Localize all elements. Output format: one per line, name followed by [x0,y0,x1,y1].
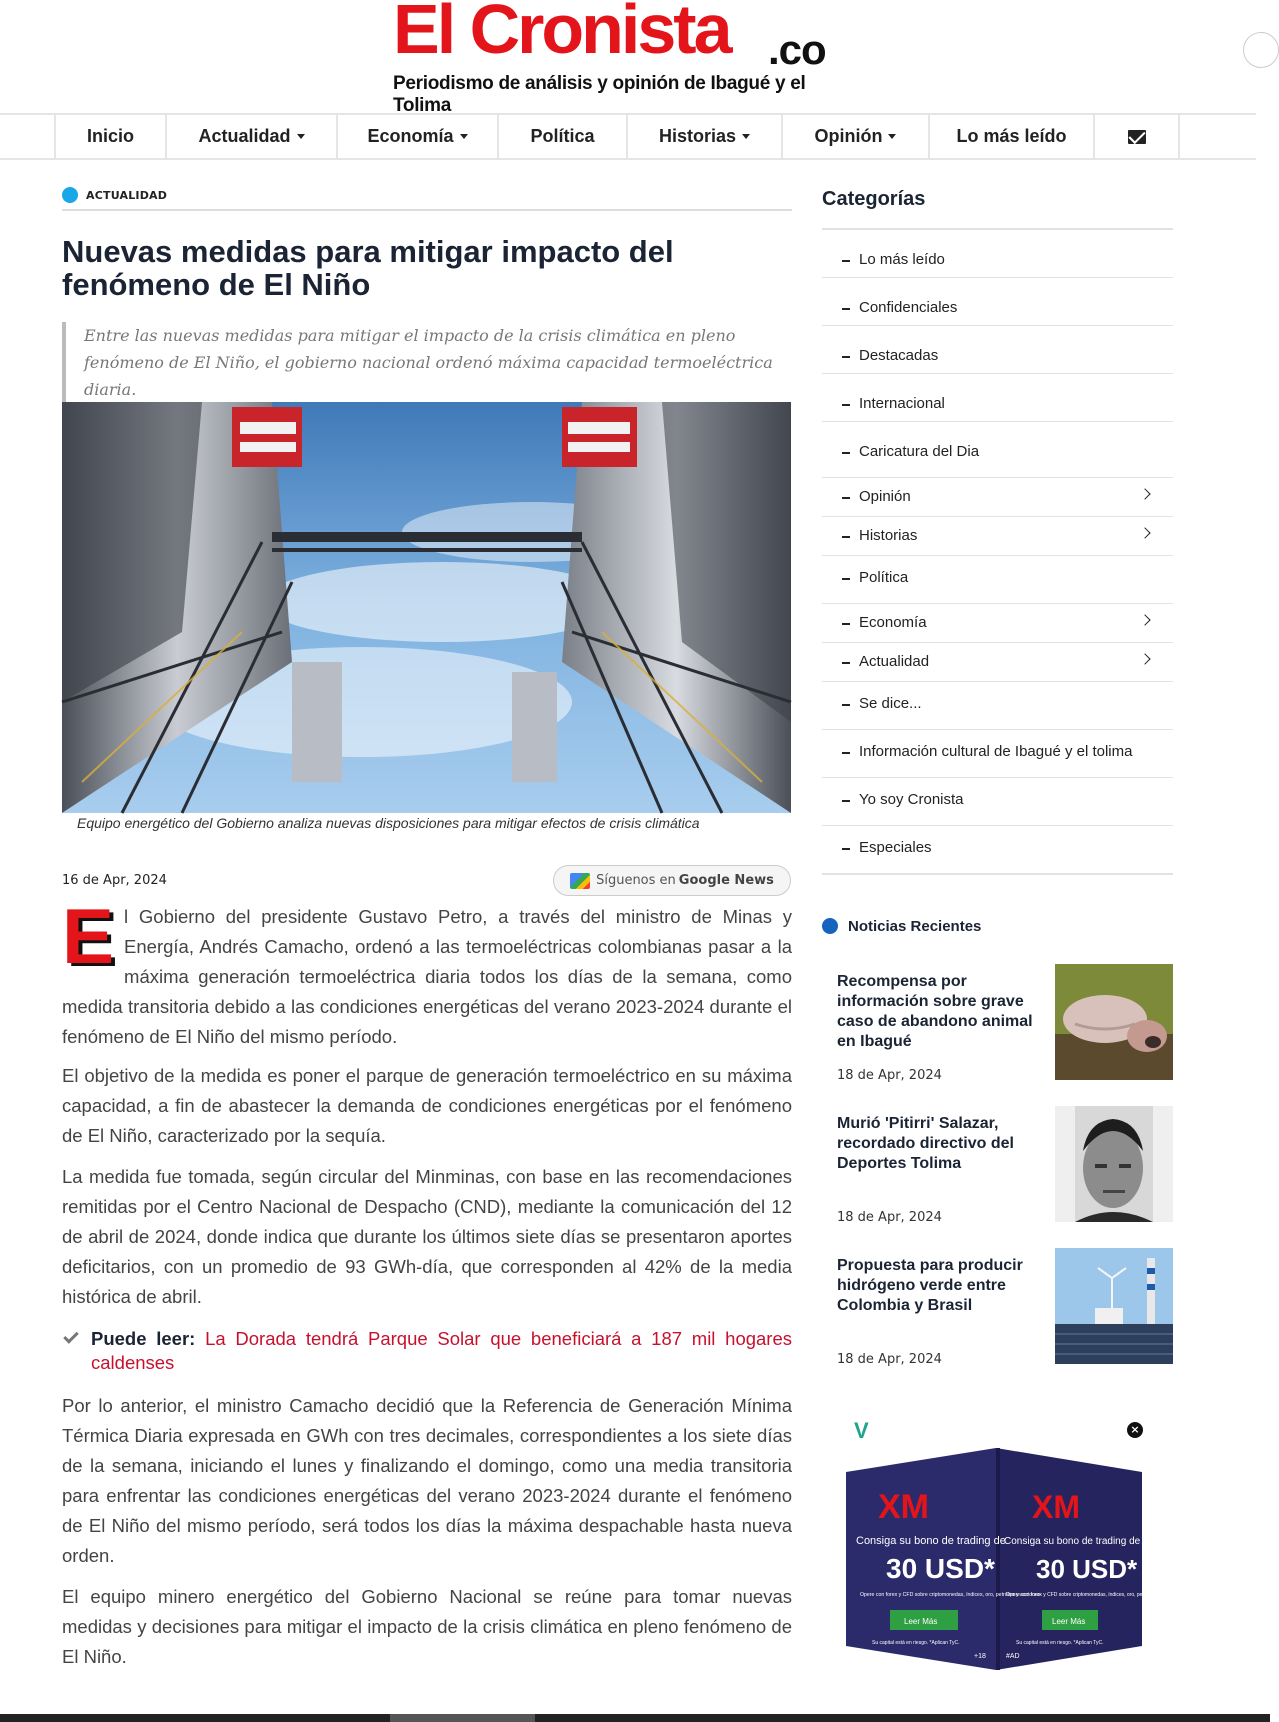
dash-icon [842,308,850,310]
dash-icon [842,704,850,706]
category-item[interactable] [822,230,1173,278]
caret-down-icon [888,134,896,139]
category-label: Información cultural de Ibagué y el tolima [859,743,1133,760]
recent-news-item[interactable] [837,1114,1173,1244]
gnews-brand: Google News [678,873,774,888]
article-paragraph-3: La medida fue tomada, según circular del Minminas, con base en las recomendaciones remitidas por el Centro Nacional de Despacho (CND), mediante la comunicación del 12 de abril de 2024, donde indica que durante los últimos siete días se presentaron aportes deficitarios, con un promedio de 93 GWh-día, que corresponden al 42% de la media histórica de abril. [62,1166,792,1307]
ad-right-age: +18 [1116,1653,1128,1660]
category-label: Actualidad [859,653,930,670]
category-item[interactable] [822,730,1173,778]
recent-news-item[interactable] [837,1256,1173,1386]
dash-icon [842,260,850,262]
category-item[interactable] [822,517,1173,556]
category-label: Política [859,569,909,586]
ad-left-age: +18 [974,1653,986,1660]
ad-right-headline: Consiga su bono de trading de [1004,1536,1141,1547]
category-item[interactable] [822,643,1173,682]
category-item[interactable] [822,422,1173,478]
nav-label: Actualidad [198,126,291,146]
caret-down-icon [742,134,750,139]
nav-label: Opinión [814,126,883,146]
logo-suffix: .co [768,26,826,73]
google-news-button[interactable] [553,865,791,896]
ad-left-logo: XM [878,1488,929,1526]
ad-right-tag: #AD [1006,1653,1020,1660]
category-item[interactable] [822,374,1173,422]
ad-left-headline: Consiga su bono de trading de [856,1535,1006,1547]
recent-news-headline[interactable]: Murió 'Pitirri' Salazar, recordado directivo del Deportes Tolima [837,1115,1014,1172]
dash-icon [842,578,850,580]
site-tagline: Periodismo de análisis y opinión de Ibagué y el Tolima [393,73,806,116]
article-title: Nuevas medidas para mitigar impacto del fenómeno de El Niño [62,234,674,302]
nav-item-opinion[interactable] [783,115,930,158]
ad-cube-graphic[interactable] [846,1448,1180,1670]
category-item[interactable] [822,682,1173,730]
category-label: Destacadas [859,347,939,364]
dash-icon [842,800,850,802]
section-label[interactable]: ACTUALIDAD [86,189,168,202]
chevron-right-icon[interactable] [1139,614,1150,625]
paragraph-text: l Gobierno del presidente Gustavo Petro, a través del ministro de Minas y Energía, Andrés Camacho, ordenó a las termoeléctricas colombianas pasar a la máxima generación termoeléctrica diaria todos los días de la semana, como medida transitoria debido a las condiciones energéticas del verano 2023-2024 durante el fenómeno de El Niño del mismo período. [62,906,792,1047]
gnews-prefix: Síguenos en [596,873,676,888]
category-item[interactable] [822,778,1173,826]
ad-left-small: Opere con forex y CFD sobre criptomonedas, índices, oro, petróleo y acciones [860,1592,1041,1598]
bottom-scrollbar[interactable] [0,1714,1270,1722]
caret-down-icon [297,134,305,139]
ad-left-foot: Su capital está en riesgo. *Aplican TyC. [872,1640,960,1646]
ad-left-tag: #AD [852,1653,866,1660]
photo-caption: Equipo energético del Gobierno analiza nuevas disposiciones para mitigar efectos de crisis climática [77,815,700,831]
nav-item-inicio[interactable] [54,115,167,158]
caret-down-icon [460,134,468,139]
dash-icon [842,404,850,406]
category-item[interactable] [822,604,1173,643]
category-label: Lo más leído [859,251,945,268]
envelope-icon [1128,130,1146,144]
hydrogen-thumbnail-image [1055,1248,1173,1364]
portrait-thumbnail-image [1055,1106,1173,1222]
ad-right-small: Opere con forex y CFD sobre criptomonedas, índices, oro, petróleo y acciones [1006,1592,1180,1598]
recent-news-thumbnail[interactable] [1055,1248,1173,1364]
categories-title: Categorías [822,188,926,210]
read-also-box [62,1327,792,1375]
category-label: Economía [859,614,927,631]
nav-label: Lo más leído [956,126,1067,146]
nav-item-contact[interactable] [1095,115,1180,158]
article-paragraph-2: El objetivo de la medida es poner el parque de generación termoeléctrico en su máxima capacidad, a fin de abastecer la demanda de condiciones energéticas por el fenómeno de El Niño, caracterizado por la sequía. [62,1065,792,1146]
dog-thumbnail-image [1055,964,1173,1080]
dash-icon [842,356,850,358]
category-label: Historias [859,527,918,544]
category-item[interactable] [822,326,1173,374]
recent-news-date: 18 de Apr, 2024 [837,1352,942,1367]
dash-icon [842,623,850,625]
recent-news-title: Noticias Recientes [848,918,982,935]
nav-item-lo-mas-leido[interactable] [930,115,1095,158]
chevron-right-icon[interactable] [1139,527,1150,538]
recent-news-headline[interactable]: Recompensa por información sobre grave caso de abandono animal en Ibagué [837,973,1033,1050]
dash-icon [842,452,850,454]
dash-icon [842,536,850,538]
category-item[interactable] [822,478,1173,517]
category-label: Yo soy Cronista [859,791,964,808]
ad-brand-mark: V [854,1418,869,1443]
nav-label: Política [530,126,595,146]
dropcap: E [62,892,115,980]
chevron-right-icon[interactable] [1139,653,1150,664]
recent-news-thumbnail[interactable] [1055,964,1173,1080]
ad-right-foot: Su capital está en riesgo. *Aplican TyC. [1016,1640,1104,1646]
dash-icon [842,848,850,850]
category-label: Opinión [859,488,911,505]
article-date: 16 de Apr, 2024 [62,873,167,888]
nav-item-politica[interactable] [499,115,628,158]
recent-news-thumbnail[interactable] [1055,1106,1173,1222]
check-icon [63,1328,79,1344]
category-label: Confidenciales [859,299,958,316]
ad-left-amount: 30 USD* [886,1553,995,1584]
read-also-link[interactable]: La Dorada tendrá Parque Solar que beneficiará a 187 mil hogares caldenses [91,1328,793,1373]
nav-item-actualidad[interactable] [167,115,338,158]
category-item[interactable] [822,278,1173,326]
nav-item-historias[interactable] [628,115,783,158]
section-dot-icon [62,187,78,203]
article-paragraph-5: El equipo minero energético del Gobierno Nacional se reúne para tomar nuevas medidas y decisiones para mitigar el impacto de la crisis climática en pleno fenómeno de El Niño. [62,1586,792,1667]
ad-left-cta: Leer Más [904,1617,938,1626]
nav-label: Economía [367,126,454,146]
category-label: Caricatura del Dia [859,443,980,460]
dash-icon [842,497,850,499]
xm-ad-banner[interactable] [840,1412,1180,1668]
article-lead: Entre las nuevas medidas para mitigar el impacto de la crisis climática en pleno fenómeno de El Niño, el gobierno nacional ordenó máxima capacidad termoeléctrica diaria. [62,322,792,403]
recent-news-date: 18 de Apr, 2024 [837,1068,942,1083]
chevron-right-icon[interactable] [1139,488,1150,499]
read-also-label: Puede leer: [91,1328,196,1349]
recent-dot-icon [822,918,838,934]
ad-right-logo: XM [1032,1489,1080,1525]
recent-news-item[interactable] [837,972,1173,1102]
article-paragraph-1 [62,892,792,1052]
dash-icon [842,662,850,664]
recent-news-headline[interactable]: Propuesta para producir hidrógeno verde entre Colombia y Brasil [837,1257,1023,1314]
dash-icon [842,752,850,754]
bottom-scrollbar-thumb[interactable] [390,1714,535,1722]
recent-news-date: 18 de Apr, 2024 [837,1210,942,1225]
section-breadcrumb [62,185,792,211]
site-logo[interactable] [393,0,853,116]
category-item[interactable] [822,826,1173,875]
nav-item-economia[interactable] [338,115,499,158]
main-nav [0,113,1256,160]
ad-right-amount: 30 USD* [1036,1554,1138,1584]
google-news-icon [570,873,590,889]
site-header [0,0,1270,116]
logo-wordmark: El Cronista [393,0,730,68]
category-label: Especiales [859,839,932,856]
article-photo [62,402,791,813]
power-plant-photo [62,402,791,813]
header-round-button[interactable] [1243,32,1279,68]
category-item[interactable] [822,556,1173,604]
ad-right-cta: Leer Más [1052,1617,1086,1626]
ad-close-button[interactable]: × [1127,1422,1143,1438]
nav-label: Historias [658,126,737,146]
nav-label: Inicio [86,126,134,146]
category-label: Se dice... [859,695,922,712]
article-paragraph-4: Por lo anterior, el ministro Camacho decidió que la Referencia de Generación Mínima Térmica Diaria expresada en GWh con tres decimales, correspondientes a los siete días de la semana, iniciando el lunes y finalizando el domingo, como una media transitoria para enfrentar las condiciones energéticas del verano 2023-2024 durante el fenómeno de El Niño del mismo período, será todos los días la máxima despachable hasta nueva orden. [62,1395,792,1566]
category-label: Internacional [859,395,945,412]
